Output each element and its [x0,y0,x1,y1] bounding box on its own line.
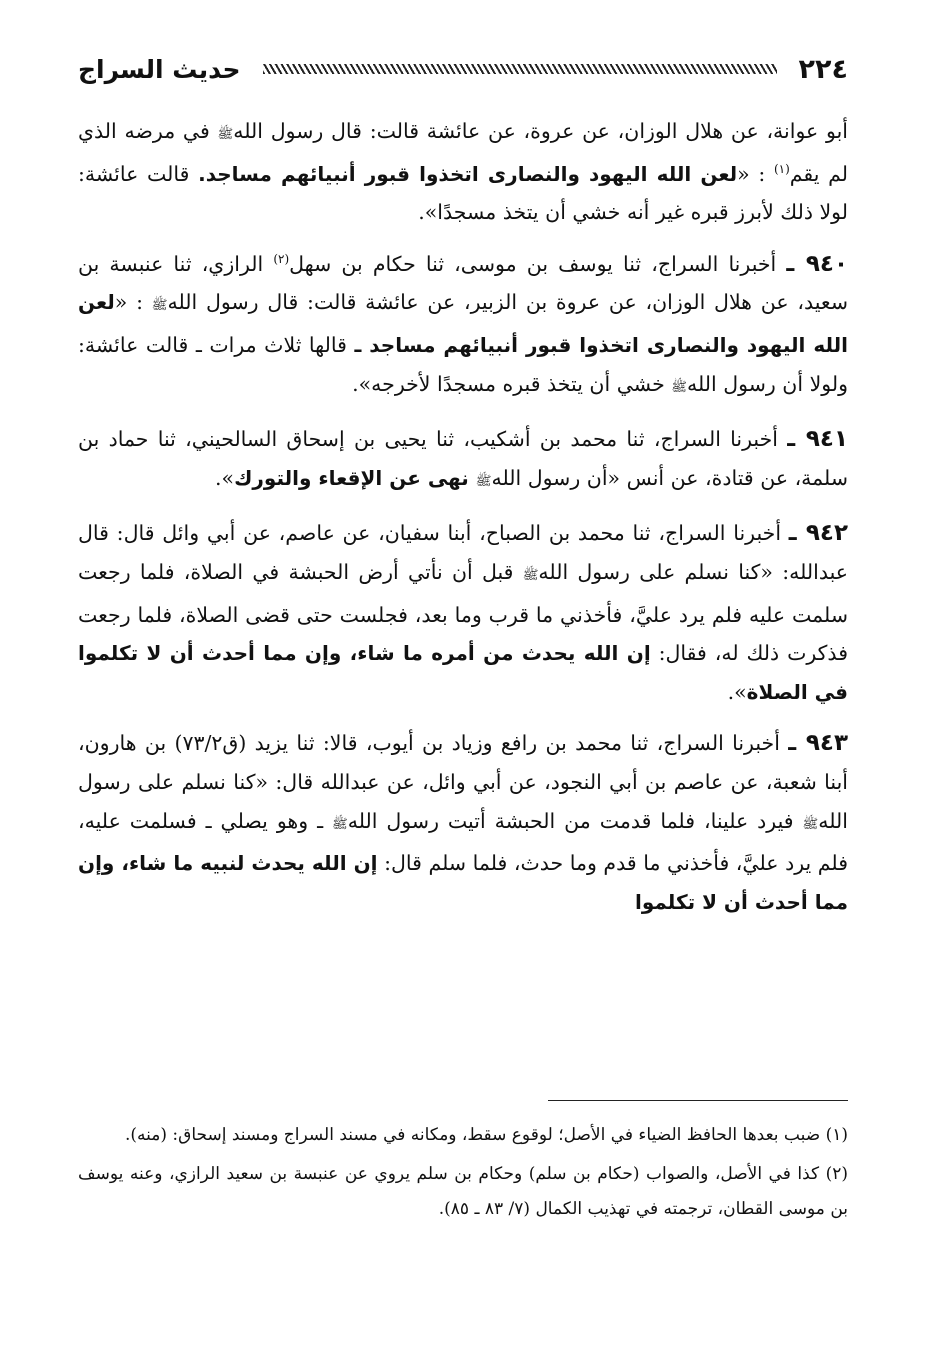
salawat-glyph: ﷺ [671,379,687,395]
text-run: خشي أن يتخذ قبره مسجدًا لأخرجه». [352,371,672,396]
salawat-glyph: ﷺ [802,816,819,832]
hadith-number: ٩٤٢ ـ [788,520,849,547]
header-ornament-rule [263,64,777,74]
salawat-glyph: ﷺ [151,298,168,314]
text-run: أخبرنا السراج، ثنا يوسف بن موسى، ثنا حكام بن سهل [289,251,787,276]
salawat-glyph: ﷺ [332,816,348,832]
hadith-text: لعن الله اليهود والنصارى اتخذوا قبور أنبيائهم مساجد ـ [78,290,848,357]
salawat-glyph: ﷺ [522,567,539,583]
text-run: ». [215,465,235,490]
footnote-2: (٢) كذا في الأصل، والصواب (حكام بن سلم) وحكام بن سلم يروي عن عنبسة بن سعيد الرازي، وعنه يوسف بن موسى القطان، ترجمته في تهذيب الكمال (٧/ ٨٣ ـ ٨٥). [78,1164,848,1219]
text-run: : « [114,290,152,315]
footnote-ref[interactable]: (١) [773,161,790,176]
text-run: أخبرنا السراج، ثنا محمد بن رافع وزياد بن أيوب، قالا: ثنا يزيد (ق٧٣/٢) بن هارون، أبنا شعبة، عن عاصم بن أبي النجود، عن أبي وائل، عن عبدالله قال: «كنا نسلم على رسول الله [78,731,848,833]
text-run: في مرضه الذي لم يقم [78,119,849,186]
text-run: قبل أن نأتي أرض الحبشة في الصلاة، فلما رجعت سلمت عليه فلم يرد عليَّ، فأخذني ما قرب وما بعد، فجلست حتى قضى الصلاة، فلما رجعت فذكرت ذلك له، فقال: [78,559,848,666]
running-title: حديث السراج [78,54,241,84]
footnote-1: (١) ضبب بعدها الحافظ الضياء في الأصل؛ لوقوع سقط، ومكانه في مسند السراج ومسند إسحاق: (منه). [125,1125,848,1145]
text-run: أبو عوانة، عن هلال الوزان، عن عروة، عن عائشة قالت: قال رسول الله [233,119,849,143]
hadith-text: لعن الله اليهود والنصارى اتخذوا قبور أنبيائهم مساجد. [198,161,738,186]
hadith-943 [78,724,848,921]
salawat-glyph: ﷺ [475,473,492,489]
page-number: ٢٢٤ [798,53,848,85]
hadith-number: ٩٤١ ـ [787,426,849,453]
hadith-number: ٩٤٣ ـ [788,730,848,757]
text-run: ـ وهو يصلي ـ فسلمت عليه، فلم يرد عليَّ، فأخذني ما قدم وما حدث، فلما سلم قال: [78,808,848,876]
text-run: فيرد علينا، فلما قدمت من الحبشة أتيت رسول الله [347,808,803,833]
text-run: ». [727,679,747,704]
footnotes [78,1118,848,1231]
text-run: : « [737,161,774,186]
book-page [78,40,848,1320]
hadith-text: إن الله يحدث لنبيه ما شاء، وإن مما أحدث أن لا تكلموا [78,851,848,914]
text-run: الرازي، ثنا عنبسة بن سعيد، عن هلال الوزان، عن عروة بن الزبير، عن عائشة قالت: قال رسول الله [78,251,848,315]
hadith-942 [78,514,848,711]
text-run: أخبرنا السراج، ثنا محمد بن الصباح، أبنا سفيان، عن عاصم، عن أبي وائل قال: قال عبدالله: «كنا نسلم على رسول الله [78,521,848,584]
footnote-ref[interactable]: (٢) [273,251,290,266]
text-run: أخبرنا السراج، ثنا محمد بن أشكيب، ثنا يحيى بن إسحاق السالحيني، ثنا حماد بن سلمة، عن قتادة، عن أنس «أن رسول الله [78,427,848,490]
salawat-glyph: ﷺ [217,127,234,142]
footnote-separator [548,1100,848,1101]
text-run: قالت عائشة: لولا ذلك لأبرز قبره غير أنه خشي أن يتخذ مسجدًا». [78,161,848,225]
paragraph-continuation [78,112,848,232]
hadith-text: إن الله يحدث من أمره ما شاء، وإن مما أحدث أن لا تكلموا في الصلاة [78,641,848,704]
hadith-text: نهى عن الإقعاء والتورك [234,465,476,490]
hadith-941 [78,420,848,501]
hadith-940 [78,245,848,407]
page-header [78,40,848,98]
text-run: قالها ثلاث مرات ـ قالت عائشة: ولولا أن رسول الله [78,332,848,396]
body-text [78,112,848,921]
hadith-number: ٩٤٠ ـ [786,250,848,277]
